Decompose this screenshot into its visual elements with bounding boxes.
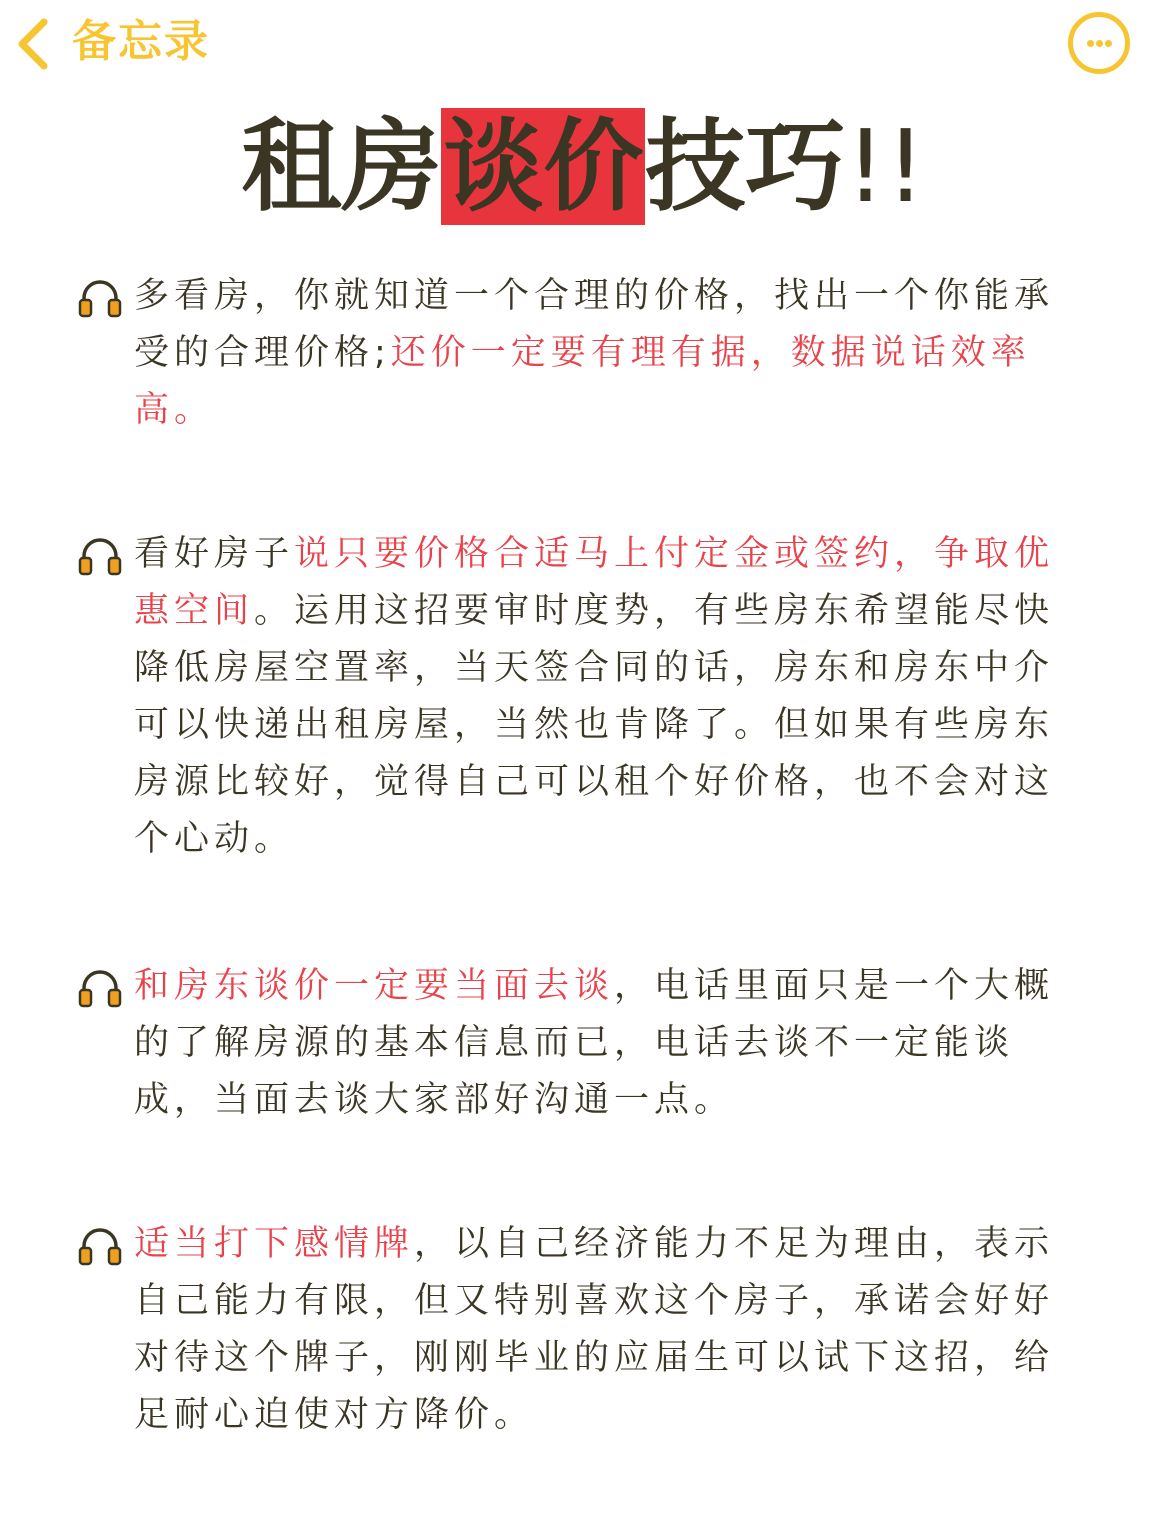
chevron-left-icon[interactable]: [12, 18, 52, 70]
tip-4-highlight: 适当打下感情牌: [134, 1224, 415, 1264]
tip-1: [134, 268, 1059, 439]
tip-4-text: ，以自己经济能力不足为理由，表示自己能力有限，但又特别喜欢这个房子，承诺会好好对待这个牌子，刚刚毕业的应届生可以试下这招，给足耐心迫使对方降价。: [134, 1224, 1055, 1435]
back-button-label[interactable]: 备忘录: [72, 16, 210, 67]
top-bar: [0, 0, 1167, 90]
tip-2-text-start: 看好房子: [134, 534, 295, 574]
headphones-icon: [78, 968, 122, 1008]
tip-3-text: ，电话里面只是一个大概的了解房源的基本信息而已，电话去谈不一定能谈成，当面去谈大家部好沟通一点。: [134, 966, 1055, 1120]
headphones-icon: [78, 536, 122, 576]
tip-2-text-end: 。运用这招要审时度势，有些房东希望能尽快降低房屋空置率，当天签合同的话，房东和房东中介可以快递出租房屋，当然也肯降了。但如果有些房东房源比较好，觉得自己可以租个好价格，也不会对这个心动。: [134, 591, 1055, 859]
title-part-before: 租房: [241, 108, 442, 225]
title-exclaim: !!: [845, 108, 926, 225]
headphones-icon: [78, 278, 122, 318]
tip-2-highlight: 说只要价格合适马上付定金或签约，争取优惠空间: [134, 534, 1055, 631]
tip-3-highlight: 和房东谈价一定要当面去谈: [134, 966, 615, 1006]
headphones-icon: [78, 1226, 122, 1266]
title-part-after: 技巧: [645, 108, 846, 225]
tip-4: [134, 1216, 1059, 1444]
more-dots-icon[interactable]: [1068, 12, 1130, 74]
tip-1-text: 多看房，你就知道一个合理的价格，找出一个你能承受的合理价格;: [134, 276, 1055, 373]
tip-3: [134, 958, 1059, 1129]
tip-1-highlight: 还价一定要有理有据，数据说话效率高。: [134, 333, 1031, 430]
page-title: [0, 102, 1167, 232]
title-highlight: 谈价: [443, 108, 644, 225]
tip-2: [134, 526, 1059, 868]
